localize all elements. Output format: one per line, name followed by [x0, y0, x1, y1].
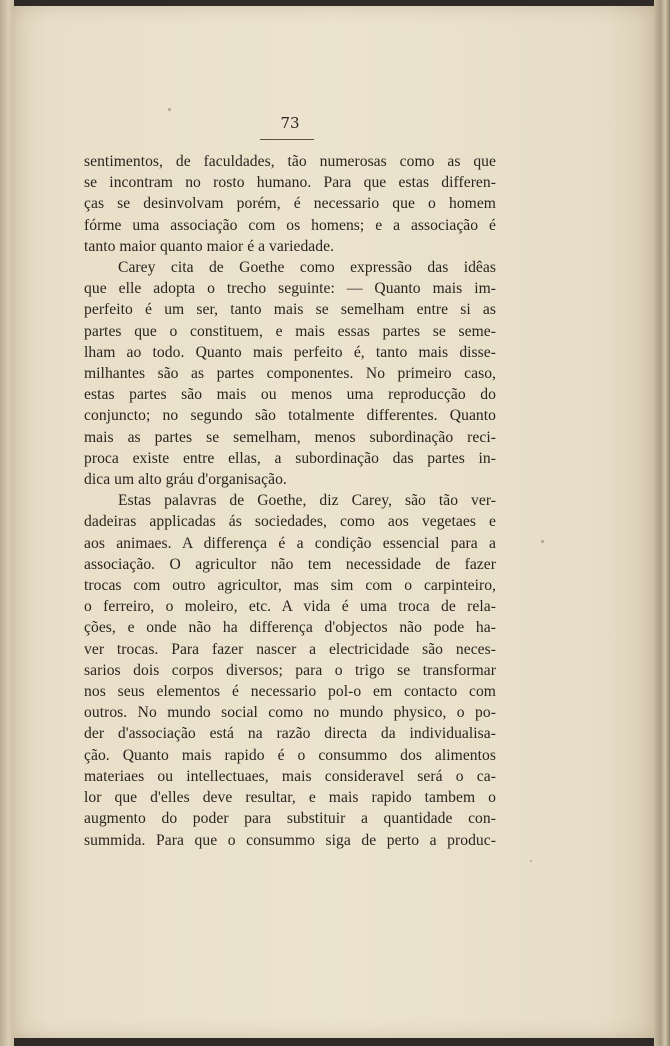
text-line: partes que o constituem, e mais essas partes se seme-	[84, 322, 496, 340]
text-line: ções, e onde não ha differença d'objectos não pode ha-	[84, 619, 496, 637]
text-line: associação. O agricultor não tem necessidade de fazer	[84, 555, 496, 573]
text-line: fórme uma associação com os homens; e a associação é	[84, 216, 496, 234]
text-line: lham ao todo. Quanto mais perfeito é, tanto mais disse-	[84, 343, 496, 361]
text-line: dica um alto gráu d'organisação.	[84, 471, 287, 489]
text-line: dadeiras applicadas ás sociedades, como aos vegetaes e	[84, 513, 496, 531]
text-line: aos animaes. A differença é a condição essencial para a	[84, 534, 496, 552]
text-line: se incontram no rosto humano. Para que estas differen-	[84, 174, 496, 192]
page-number: 73	[280, 114, 300, 132]
text-line: conjuncto; no segundo são totalmente differentes. Quanto	[84, 407, 496, 425]
text-line: outros. No mundo social como no mundo physico, o po-	[84, 704, 496, 722]
paragraph	[84, 151, 496, 257]
page-number-rule	[260, 139, 314, 140]
paragraph	[84, 490, 496, 850]
text-line: nos seus elementos é necessario pol-o em contacto com	[84, 683, 496, 701]
text-line: estas partes são mais ou menos uma reproducção do	[84, 386, 496, 404]
paper-speck	[168, 108, 171, 111]
paper-speck	[541, 540, 544, 543]
paper-speck	[530, 860, 532, 862]
text-line: sarios dois corpos diversos; para o trigo se transformar	[84, 661, 496, 679]
paragraph	[84, 257, 496, 490]
text-line: proca existe entre ellas, a subordinação das partes in-	[84, 449, 496, 467]
text-line: Estas palavras de Goethe, diz Carey, são tão ver-	[118, 492, 496, 510]
body-text	[84, 151, 496, 851]
text-line: augmento do poder para substituir a quantidade con-	[84, 810, 496, 828]
text-line: ver trocas. Para fazer nascer a electricidade são neces-	[84, 640, 496, 658]
text-line: lor que d'elles deve resultar, e mais rapido tambem o	[84, 789, 496, 807]
text-line: Carey cita de Goethe como expressão das idêas	[118, 259, 496, 277]
text-line: mais as partes se semelham, menos subordinação reci-	[84, 428, 496, 446]
text-line: ças se desinvolvam porém, é necessario que o homem	[84, 195, 496, 213]
text-line: que elle adopta o trecho seguinte: — Quanto mais im-	[84, 280, 496, 298]
text-line: perfeito é um ser, tanto mais se semelham entre si as	[84, 301, 496, 319]
text-line: ção. Quanto mais rapido é o consummo dos alimentos	[84, 746, 496, 764]
text-line: sentimentos, de faculdades, tão numerosas como as que	[84, 153, 496, 170]
page-stack-edge	[654, 0, 670, 1046]
text-line: trocas com outro agricultor, mas sim com o carpinteiro,	[84, 577, 496, 595]
text-line: summida. Para que o consummo siga de perto a produc-	[84, 831, 496, 849]
text-line: tanto maior quanto maior é a variedade.	[84, 237, 335, 255]
text-line: materiaes ou intellectuaes, mais consideravel será o ca-	[84, 767, 496, 785]
text-line: o ferreiro, o moleiro, etc. A vida é uma troca de rela-	[84, 598, 496, 616]
text-line: der d'associação está na razão directa da individualisa-	[84, 725, 496, 743]
text-line: milhantes são as partes componentes. No primeiro caso,	[84, 365, 496, 383]
